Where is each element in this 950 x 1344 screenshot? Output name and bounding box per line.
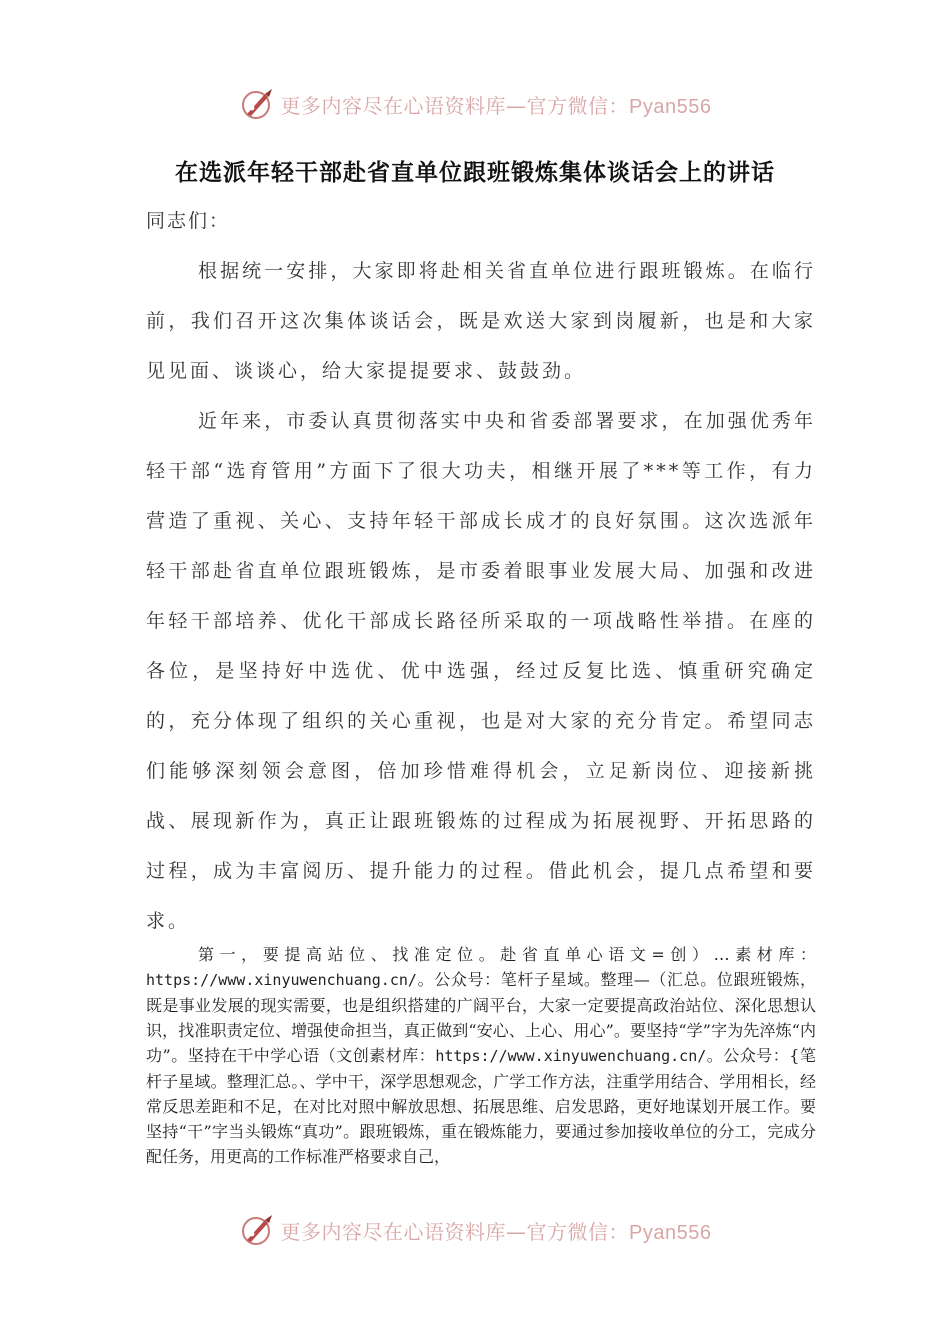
header-banner (0, 82, 950, 126)
paragraph-section-1 (146, 942, 816, 1169)
paragraph-1: 根据统一安排，大家即将赴相关省直单位进行跟班锻炼。在临行前，我们召开这次集体谈话会，既是欢送大家到岗履新，也是和大家见见面、谈谈心，给大家提提要求、鼓鼓劲。 (146, 260, 816, 382)
url-1: https://www.xinyuwenchuang.cn/ (146, 971, 417, 989)
url-2: https://www.xinyuwenchuang.cn/ (435, 1047, 707, 1065)
footer-banner (0, 1208, 950, 1252)
document-title: 在选派年轻干部赴省直单位跟班锻炼集体谈话会上的讲话 (175, 160, 775, 186)
section-1-text-a: 第一，要提高站位、找准定位。赴省直单心语文=创）…素材库： (198, 945, 816, 964)
section-1-text-b: 。公众号：笔杆子星域。整理—（汇总。位跟班锻炼，既是事业发展的现实需要，也是组织搭建的广阔平台，大家一定要提高政治站位、深化思想认识，找准职责定位、增强使命担当，真正做到“安心、上心、用心”。要坚持“学”字为先淬炼“内功”。坚持在干中学心语（文创素材库： (146, 970, 816, 1065)
section-1-text-c: 。公众号：{笔杆子星域。整理汇总。、学中干，深学思想观念，广学工作方法，注重学用结合、学用相长，经常反思差距和不足，在对比对照中解放思想、拓展思维、启发思路，更好地谋划开展工作。要坚持“干”字当头锻炼“真功”。跟班锻炼，重在锻炼能力，要通过参加接收单位的分工，完成分配任务，用更高的工作标准严格要求自己， (146, 1046, 816, 1166)
paragraph-2: 近年来，市委认真贯彻落实中央和省委部署要求，在加强优秀年轻干部“选育管用”方面下了很大功夫，相继开展了***等工作，有力营造了重视、关心、支持年轻干部成长成才的良好氛围。这次选派年轻干部赴省直单位跟班锻炼，是市委着眼事业发展大局、加强和改进年轻干部培养、优化干部成长路径所采取的一项战略性举措。在座的各位，是坚持好中选优、优中选强，经过反复比选、慎重研究确定的，充分体现了组织的关心重视，也是对大家的充分肯定。希望同志们能够深刻领会意图，倍加珍惜难得机会，立足新岗位、迎接新挑战、展现新作为，真正让跟班锻炼的过程成为拓展视野、开拓思路的过程，成为丰富阅历、提升能力的过程。借此机会，提几点希望和要求。 (146, 410, 816, 932)
salutation: 同志们： (146, 210, 231, 232)
banner-text: 更多内容尽在心语资料库—官方微信：Pyan556 (280, 1219, 712, 1244)
banner-text: 更多内容尽在心语资料库—官方微信：Pyan556 (280, 93, 712, 118)
quill-logo-icon (239, 1212, 275, 1248)
quill-logo-icon (239, 86, 275, 122)
